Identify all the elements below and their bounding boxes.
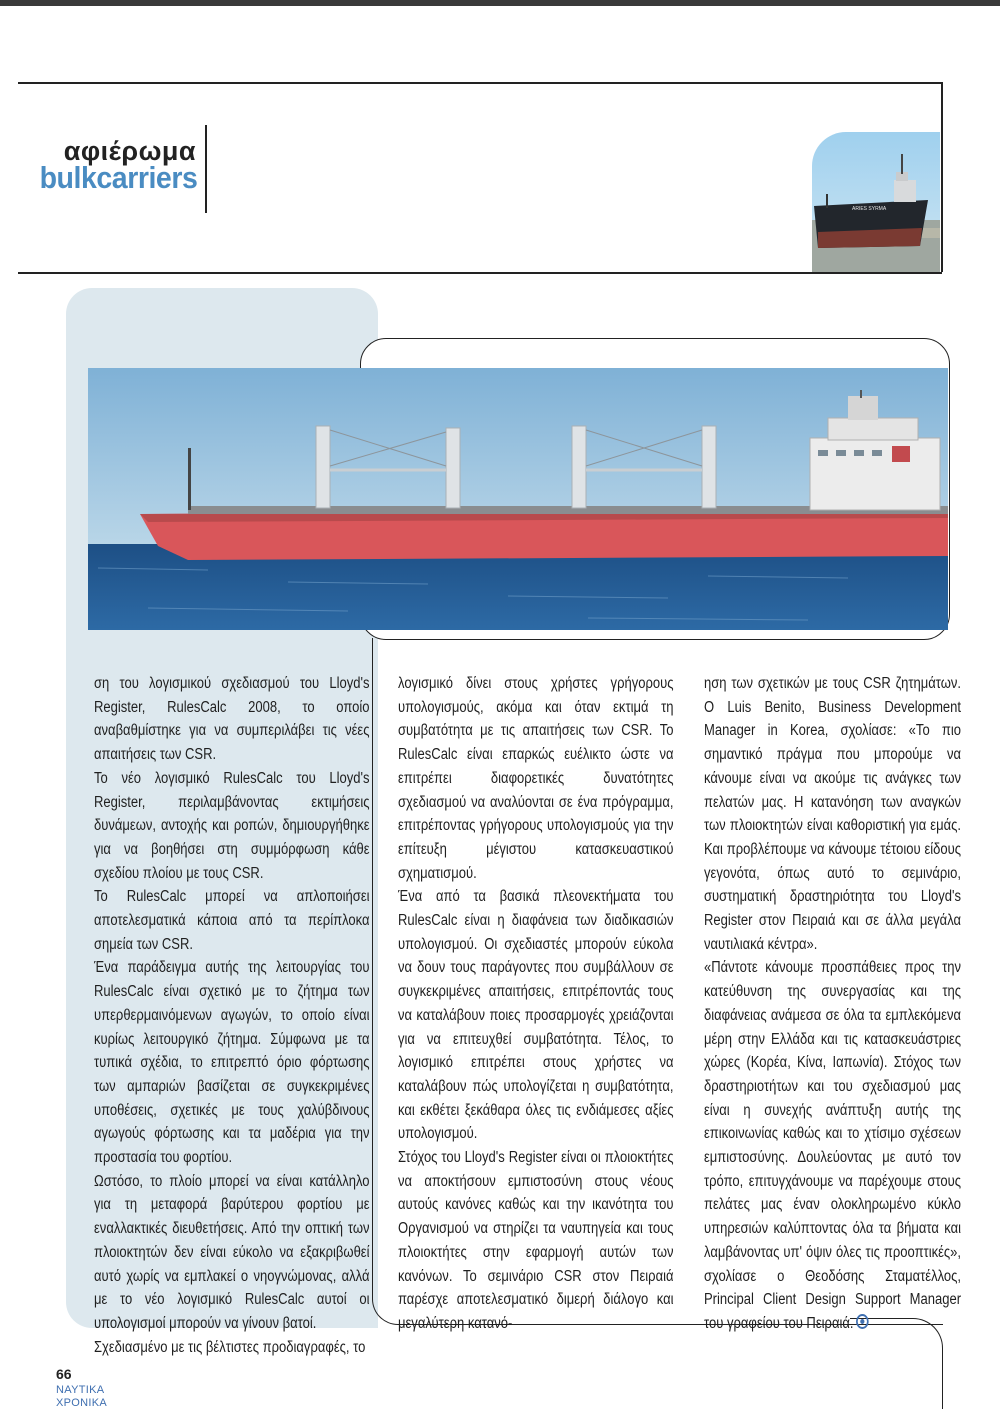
- thumbnail-ship-illustration: [812, 132, 940, 272]
- section-title: bulkcarriers: [39, 160, 198, 195]
- magazine-name-line1: ΝΑΥΤΙΚΑ: [56, 1384, 105, 1396]
- paragraph: Ένα από τα βασικά πλεονεκτήματα του RulesCalc είναι η διαφάνεια των διαδικασιών υπολογισμού. Οι σχεδιαστές μπορούν εύκολα να δουν τους παράγοντες που συμβάλλουν σε συγκεκριμένες απαιτήσεις, επιτρέποντάς τους να καταλάβουν ποιες προσαρμογές χρειάζονται για να επιτευχθεί συμβατότητα. Τέλος, το λογισμικό επιτρέπει στους χρήστες να καταλάβουν πώς υπολογίζεται η συμβατότητα, και εκθέτει ξεκάθαρα όλες τις ενδιάμεσες αξίες υπολογισμού.: [398, 888, 674, 1143]
- top-edge-bar: [0, 0, 1000, 6]
- paragraph-final: [704, 956, 961, 1335]
- paragraph: ση του λογισμικού σχεδιασμού του Lloyd's Register, RulesCalc 2008, το οποίο αναβαθμίστηκε για να συμπεριλάβει τις νέες απαιτήσεις των CSR.: [94, 675, 370, 764]
- paragraph: ηση των σχετικών με τους CSR ζητημάτων. Ο Luis Benito, Business Development Manager in Korea, σχολίασε: «Το πιο σημαντικό πράγμα που μπορούμε να κάνουμε είναι να ακούμε τις ανάγκες των πελατών μας. Η κατανόηση των αναγκών των πλοιοκτητών είναι καθοριστική για εμάς. Και προβλέπουμε να κάνουμε τέτοιου είδους γεγονότα, όπως αυτό το σεμινάριο, συστηματική δραστηριότητα του Lloyd's Register στον Πειραιά και σε άλλα μεγάλα ναυτιλιακά κέντρα».: [704, 675, 962, 953]
- paragraph: Το νέο λογισμικό RulesCalc του Lloyd's Register, περιλαμβάνοντας εκτιμήσεις δυνάμεων, αντοχής και ροπών, δημιουργήθηκε για να βοηθήσει στη συμμόρφωση κάθε σχεδίου πλοίου με τους CSR.: [94, 769, 370, 882]
- main-ship-illustration: [88, 368, 948, 630]
- thumbnail-ship-photo: [812, 132, 940, 272]
- article-column-1: [94, 672, 370, 1359]
- paragraph-text: «Πάντοτε κάνουμε προσπάθειες προς την κατεύθυνση της συνεργασίας και της διαφάνειας ανάμεσα σε όλα τα εμπλεκόμενα μέρη στην Ελλάδα και τις κατασκευάστριες χώρες (Κορέα, Κίνα, Ιαπωνία). Στόχος των δραστηριοτήτων και του σχεδιασμού μας είναι η συνεχής ανάπτυξη αυτής της επικοινωνίας καθώς και το χτίσιμο σχέσεων εμπιστοσύνης. Δουλεύοντας με αυτό τον τρόπο, επιτυγχάνουμε να παρέχουμε στους πελάτες μας έναν ολοκληρωμένο κύκλο υπηρεσιών καλύπτοντας όλα τα βήματα και λαμβάνοντας υπ' όψιν όλες τις προοπτικές», σχολίασε ο Θεοδόσης Σταματέλλος, Principal Client Design Support Manager του γραφείου του Πειραιά.: [704, 959, 962, 1332]
- paragraph: Σχεδιασμένο με τις βέλτιστες προδιαγραφές, το: [94, 1338, 366, 1356]
- frame-header-rule: [18, 272, 942, 274]
- thumbnail-ship-name: ARIES SYRMA: [852, 206, 887, 212]
- paragraph: λογισμικό δίνει στους χρήστες γρήγορους υπολογισμούς, ακόμα και όταν εκτιμά τη συμβατότητα με τις απαιτήσεις των CSR. Το RulesCalc είναι επαρκώς ευέλικτο ώστε να επιτρέπει διαφορετικές δυνατότητες σχεδιασμού να αναλύονται σε ένα πρόγραμμα, επιτρέποντας γρήγορους υπολογισμούς για την επίτευξη μέγιστου κατασκευαστικού σχηματισμού.: [398, 675, 674, 882]
- section-divider: [205, 125, 207, 213]
- paragraph: Το RulesCalc μπορεί να απλοποιήσει αποτελεσματικά κάποια από τα περίπλοκα σημεία των CSR.: [94, 888, 370, 953]
- article-column-3: [704, 672, 961, 1336]
- article-column-2: [398, 672, 674, 1336]
- section-kicker: αφιέρωμα: [63, 136, 196, 166]
- magazine-name-line2: ΧΡΟΝΙΚΑ: [56, 1397, 108, 1409]
- end-mark-icon: [856, 1314, 869, 1329]
- main-ship-photo: [88, 368, 948, 630]
- paragraph: Ένα παράδειγμα αυτής της λειτουργίας του RulesCalc είναι σχετικό με το ζήτημα των υπερθερμαινόμενων αγωγών, το οποίο είναι κυρίως λειτουργικό ζήτημα. Σύμφωνα με τα τυπικά σχέδια, το επιτρεπτό όριο φόρτωσης των αμπαριών βασίζεται σε συγκεκριμένες υποθέσεις, σχετικές με τους χαλύβδινους αγωγούς φόρτωσης και τα μαδέρια για την προστασία του φορτίου.: [94, 959, 370, 1167]
- page-number: 66: [56, 1366, 72, 1382]
- frame-right-rule: [941, 82, 943, 272]
- paragraph: Ωστόσο, το πλοίο μπορεί να είναι κατάλληλο για τη μεταφορά βαρύτερου φορτίου με εναλλακτικές διευθετήσεις. Από την οπτική των πλοιοκτητών δεν είναι εύκολο να εξακριβωθεί αυτό χωρίς να εμπλακεί ο νηογνώμονας, αλλά με το νέο λογισμικό RulesCalc αυτοί οι υπολογισμοί μπορούν να γίνουν βατοί.: [94, 1172, 370, 1332]
- paragraph: Στόχος του Lloyd's Register είναι οι πλοιοκτήτες να αποκτήσουν εμπιστοσύνη στους νέους αυτούς κανόνες καθώς και την ικανότητα του Οργανισμού να στηρίζει τα ναυπηγεία και τους πλοιοκτήτες στην εφαρμογή αυτών των κανόνων. Το σεμινάριο CSR στον Πειραιά παρέσχε αποτελεσματικό διμερή διάλογο και μεγαλύτερη κατανό-: [398, 1149, 674, 1332]
- frame-top-rule: [18, 82, 942, 84]
